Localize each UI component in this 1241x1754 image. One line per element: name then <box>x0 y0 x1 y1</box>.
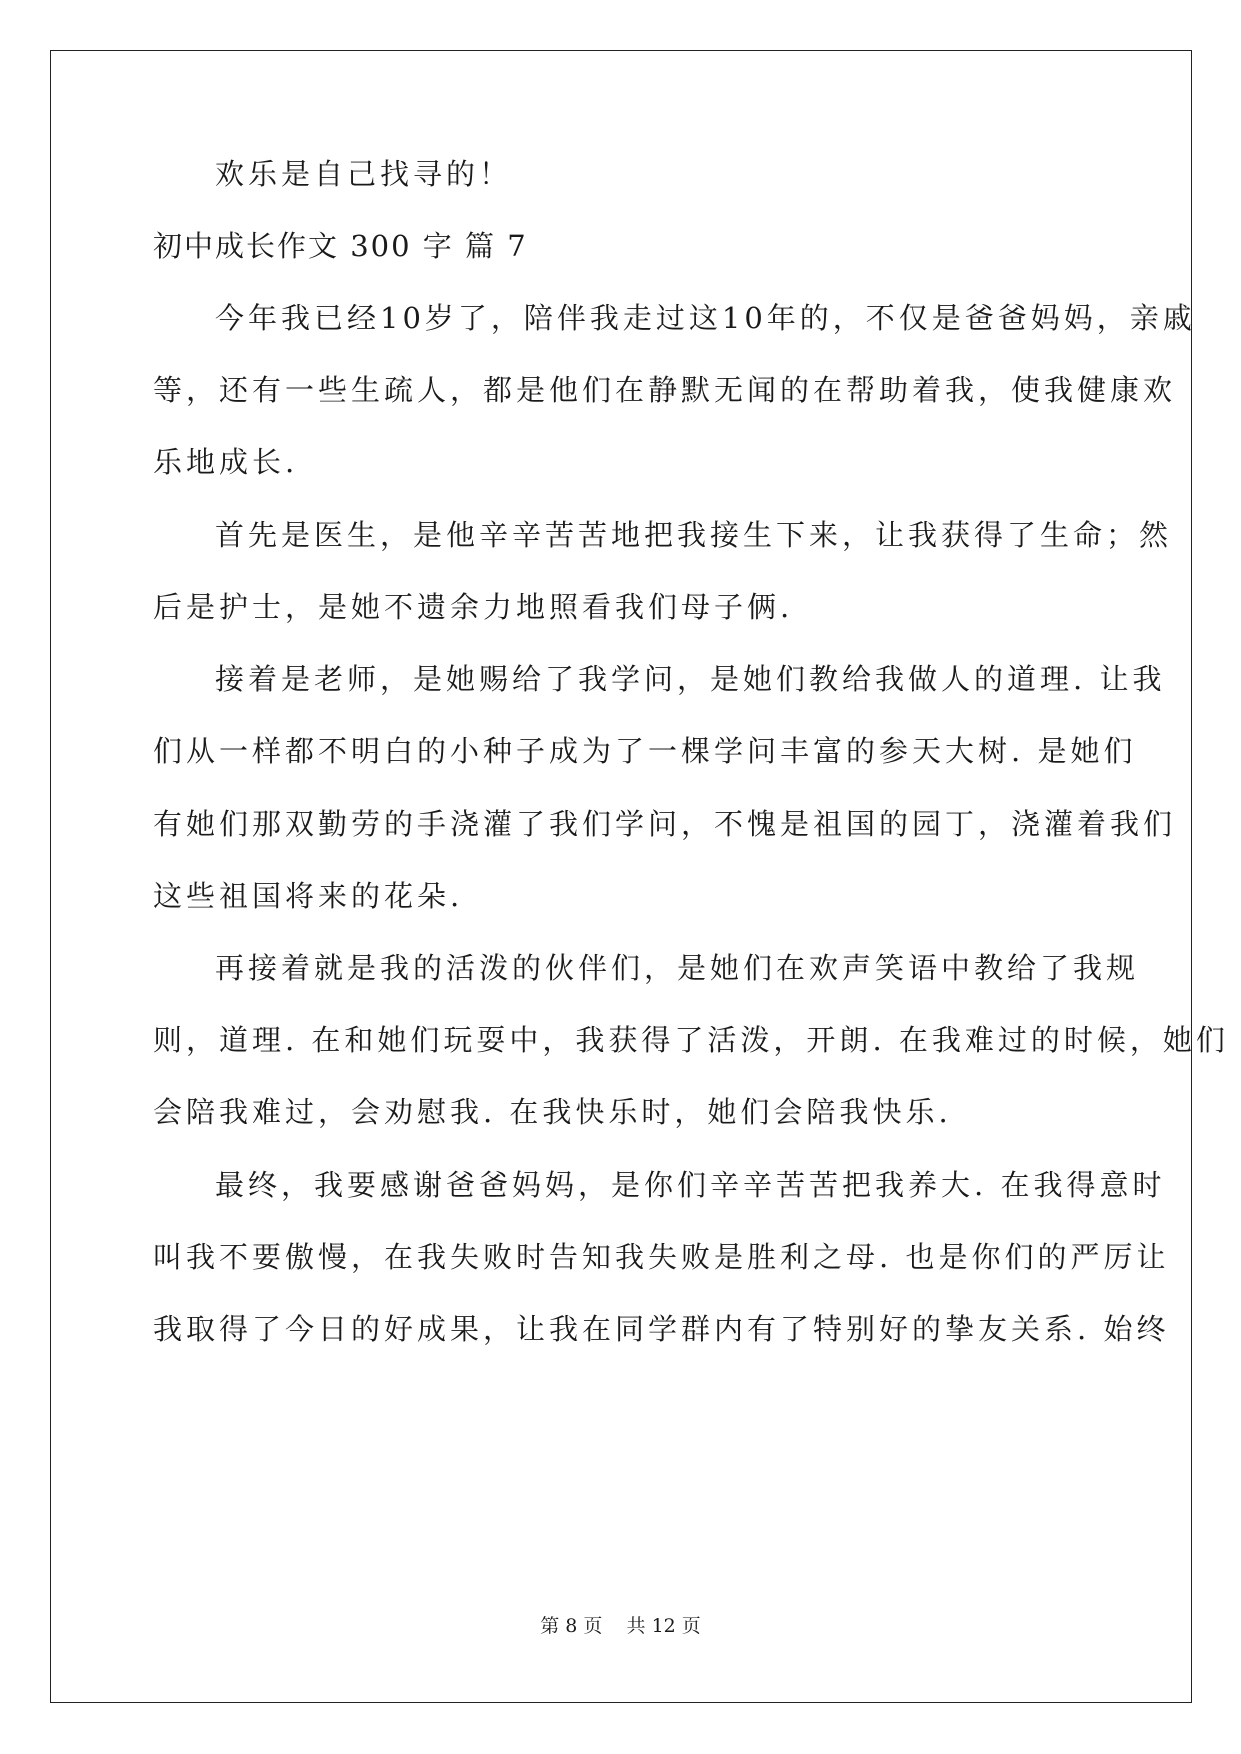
paragraph-3-line-3: 有她们那双勤劳的手浇灌了我们学问，不愧是祖国的园丁，浇灌着我们 <box>153 807 1177 841</box>
paragraph-4-line-1: 再接着就是我的活泼的伙伴们，是她们在欢声笑语中教给了我规 <box>215 951 1140 985</box>
paragraph-5-line-1: 最终，我要感谢爸爸妈妈，是你们辛辛苦苦把我养大. 在我得意时 <box>215 1168 1166 1202</box>
closing-line: 欢乐是自己找寻的！ <box>215 157 513 191</box>
paragraph-4-line-3: 会陪我难过，会劝慰我. 在我快乐时，她们会陪我快乐. <box>153 1095 952 1129</box>
paragraph-2-line-1: 首先是医生，是他辛辛苦苦地把我接生下来，让我获得了生命；然 <box>215 518 1173 552</box>
paragraph-5-line-3: 我取得了今日的好成果，让我在同学群内有了特别好的挚友关系. 始终 <box>153 1312 1170 1346</box>
page-number-footer: 第 8 页 共 12 页 <box>540 1615 701 1637</box>
paragraph-1-line-2: 等，还有一些生疏人，都是他们在静默无闻的在帮助着我，使我健康欢 <box>153 373 1177 407</box>
paragraph-1-line-1: 今年我已经10岁了，陪伴我走过这10年的，不仅是爸爸妈妈，亲戚 <box>215 301 1196 335</box>
paragraph-4-line-2: 则，道理. 在和她们玩耍中，我获得了活泼，开朗. 在我难过的时候，她们 <box>153 1023 1229 1057</box>
paragraph-3-line-1: 接着是老师，是她赐给了我学问，是她们教给我做人的道理. 让我 <box>215 662 1166 696</box>
paragraph-5-line-2: 叫我不要傲慢，在我失败时告知我失败是胜利之母. 也是你们的严厉让 <box>153 1240 1170 1274</box>
paragraph-2-line-2: 后是护士，是她不遗余力地照看我们母子俩. <box>153 590 794 624</box>
paragraph-3-line-4: 这些祖国将来的花朵. <box>153 879 464 913</box>
page-border <box>50 50 1192 1703</box>
section-heading: 初中成长作文 300 字 篇 7 <box>153 229 528 263</box>
paragraph-3-line-2: 们从一样都不明白的小种子成为了一棵学问丰富的参天大树. 是她们 <box>153 734 1137 768</box>
paragraph-1-line-3: 乐地成长. <box>153 445 299 479</box>
